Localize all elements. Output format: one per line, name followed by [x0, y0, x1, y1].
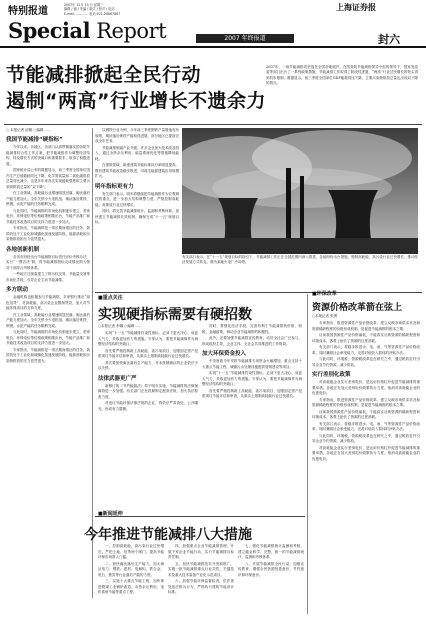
article2-kicker: ■重点关注 — [98, 295, 123, 301]
section-tag: 特别报道 — [8, 6, 48, 17]
article3-para: 对高耗能企业实行差别电价，是运用价格杠杆促进节能减排的重要举措。各地正在加大差别电价政策执行力度，取消对高耗能企业的优惠电价。 — [312, 380, 420, 395]
newspaper-logo: 上海证券报 — [336, 2, 376, 12]
article4-item: 八、开展节能减排全民行动，加强宣传教育，增强全民资源忧患意识、节约意识和环保意识。 — [238, 561, 304, 577]
article2-para: 实现“十一五”节能减排约束性指标，必须下更大决心、用更大气力，采取更加有力的措施。专家认为，要把节能减排作为调整经济结构的突破口。 — [98, 331, 198, 346]
article1-para: 同时，将完善节能减排统计、监测和考核体系，加快建立节能减排长效机制，确保完成“十一五”规划目标。 — [95, 209, 179, 224]
article3-para: 目前我国资源性产品价格偏低，不能真实反映资源的稀缺程度和环境成本，客观上助长了资源的过度消耗。 — [312, 409, 420, 419]
article2-para: 新修订的《节约能源法》将于明年实施，节能减排的法律保障将进一步加强。有关部门正在抓紧制定配套法规，加大执法检查力度。 — [98, 383, 198, 399]
article1-para: 国家统计局公布的数据显示，前三季度全国单位国内生产总值能耗同比下降，化学需氧量和二氧化硫排放总量同比减少。这是多年来首次实现能耗强度和主要污染物排放总量的“双下降”。 — [6, 168, 90, 189]
article2-para: 同时，要强化经济手段，完善有利于节能减排的价格、财税、金融政策，调动企业节能减排的积极性。 — [202, 324, 302, 334]
article1-para: 以钢铁行业为例，今年前三季度钢铁产量增速有所放缓，淘汰落后炼铁产能取得进展，部分地区已提前完成全年任务。 — [95, 128, 179, 143]
article3-para: 对高耗能企业实行差别电价，是运用价格杠杆促进节能减排的重要举措。各地正在加大差别电价政策执行力度，取消对高耗能企业的优惠电价。 — [312, 445, 420, 461]
article4-col2 — [168, 544, 234, 618]
cooling-tower-illustration — [182, 128, 418, 254]
article4-item: 四、加强重点企业节能减排管理，开展千家企业节能行动，实行节能减排目标责任制。 — [168, 544, 234, 559]
article1-subhead3: 多方联动 — [6, 287, 29, 293]
article4-item: 五、加快节能减排技术开发和推广，实施一批节能减排重点行业共性、关键技术及重大技术装备产业化示范项目。 — [168, 561, 234, 577]
report-word: Report — [90, 19, 167, 43]
article3-title: 资源价格改革箭在弦上 — [312, 303, 403, 313]
power-plant-photo — [182, 128, 418, 254]
article3-subhead: 实行差别化政策 — [312, 372, 351, 378]
article1-subhead2: 各地创新机制 — [6, 246, 40, 253]
article3-byline: ○本报记者 张勇 — [312, 314, 338, 318]
year-end-banner: 2007 年终报道 — [196, 34, 294, 43]
article4-kicker: ■新闻延伸 — [98, 511, 123, 517]
main-headline-line1: 节能减排掀起全民行动 — [6, 64, 202, 86]
article2-para: 对违反节能环保法律法规的企业，将依法严肃查处，公开曝光，形成有力震慑。 — [98, 401, 198, 411]
section-rule — [95, 516, 305, 517]
column-rule — [307, 294, 308, 614]
article1-para: 在建筑领域，新建建筑节能标准执行率明显提高，既有建筑节能改造稳步推进，可再生能源建筑应用规模扩大。 — [95, 163, 179, 178]
article3-para: 有关部门表示，将稳步推进水、电、油、气等资源性产品价格改革，同时兼顾社会承受能力，完善对低收入群体的补贴办法。 — [312, 421, 420, 431]
article3-para: 专家指出，推进资源性产品价格改革，建立反映市场供求状况和资源稀缺程度的价格形成机制，是促进节能减排的根本之策。 — [312, 321, 420, 331]
page-section: 封六 — [378, 33, 400, 46]
article2-title: 实现硬指标需要有硬招数 — [98, 307, 252, 323]
article1-para: 一些地方还探索建立了排污权交易、节能量交易等市场化手段，引导企业主动节能减排。 — [6, 272, 90, 282]
article1-para: 与此同时，节能减排的市场化机制逐步建立，差别电价、环保电价等价格政策相继出台，节能产品推广和节能技术改造项目的支持力度进一步加大。 — [6, 208, 90, 224]
article1-subhead4: 明年指标更有力 — [95, 183, 134, 190]
article1-col1 — [6, 128, 90, 598]
article4-item: 一、控制高耗能、高污染行业过快增长，严把土地、信贷两个闸门，提高节能环保市场准入门槛。 — [98, 544, 164, 559]
article3-para: 目前我国资源性产品价格偏低，不能真实反映资源的稀缺程度和环境成本，客观上助长了资源的过度消耗。 — [312, 333, 420, 343]
article2-para: 其次要加快淘汰落后生产能力，对未按期淘汰的企业依法予以关停。 — [98, 360, 198, 370]
article4-title: 今年推进节能减排八大措施 — [84, 527, 252, 543]
article3-kicker: ■环保改革 — [312, 291, 337, 297]
article3-body — [312, 314, 420, 612]
section-rule — [95, 292, 422, 293]
masthead-rule — [0, 46, 426, 48]
article1-para: 节能减排倒逼产业升级，许多企业加大技术改造投入，通过余热余压利用、能量系统优化等措施降低能耗。 — [95, 145, 179, 161]
article2-subhead2: 加大环保资金投入 — [202, 351, 247, 357]
article1-para: 今年以来，各地区、各部门认真贯彻落实国务院节能减排综合性工作方案，把节能减排作为调整经济结构、转变增长方式的突破口和重要抓手，取得了积极进展。 — [6, 145, 90, 166]
article3-para: 专家指出，推进资源性产品价格改革，建立反映市场供求状况和资源稀缺程度的价格形成机制，是促进节能减排的根本之策。 — [312, 397, 420, 407]
article4-col1 — [98, 544, 164, 618]
article3-para: 与此同时，环境税、资源税改革也在研究之中，通过税收杠杆引导企业节约资源、减少排放。 — [312, 357, 420, 367]
article3-para: 与此同时，环境税、资源税改革也在研究之中，通过税收杠杆引导企业节约资源、减少排放。 — [312, 433, 420, 443]
article1-byline: ○ 本报记者 邱敏 ○编辑 …… — [6, 128, 52, 132]
article2-para: 中央财政今年安排节能减排专项资金大幅增加，重点支持十大重点节能工程、城镇污水处理设施配套管网建设等项目。 — [202, 359, 302, 369]
masthead — [0, 0, 426, 44]
article1-para: 金融机构也积极参与节能减排，多家银行推出“绿色信贷”，对高耗能、高污染企业限制贷款，加大对节能环保项目的支持力度。 — [6, 295, 90, 310]
article3-para: 有关部门表示，将稳步推进水、电、油、气等资源性产品价格改革，同时兼顾社会承受能力，完善对低收入群体的补贴办法。 — [312, 345, 420, 355]
main-headline-line2: 遏制“两高”行业增长不遗余力 — [6, 90, 266, 112]
article1-para: 在工业领域，高耗能行业增速明显回落，淘汰落后产能力度加大。全年关停小火电机组、淘汰落后炼铁、炼钢、水泥产能的任务顺利完成。 — [6, 191, 90, 206]
article2-col1 — [98, 324, 198, 514]
article1-para: 有关部门表示，明年将继续把节能减排作为宏观调控的重点，进一步加大结构调整力度，严格控制高耗能、高排放行业过快增长。 — [95, 191, 179, 207]
article2-subhead: 法律武器更广严 — [98, 375, 137, 382]
article1-subhead1: 我国节能减排“硬指标” — [6, 137, 63, 143]
article1-para: 各省市纷纷出台节能减排目标责任评价考核办法，实行“一票否决”制，将节能减排指标完成情况纳入领导干部综合考核体系。 — [6, 254, 90, 270]
special-report-title — [8, 18, 166, 43]
issue-info — [64, 3, 214, 16]
article1-col2 — [95, 128, 179, 288]
article4-item: 六、加强节能环保监督检查，依法查处违法排污行为，严格执行建筑节能设计标准。 — [168, 579, 234, 594]
article4-col3 — [238, 544, 304, 618]
article2-para: 此外，还要加强节能减排宣传教育，动员全社会广泛参与，形成政府主导、企业主体、全社会共同推进的工作格局。 — [202, 336, 302, 346]
article2-byline: ○本报记者 李娜 ○编辑 …… — [98, 324, 143, 328]
article1-para: 在工业领域，高耗能行业增速明显回落，淘汰落后产能力度加大。全年关停小火电机组、淘汰落后炼铁、炼钢、水泥产能的任务顺利完成。 — [6, 312, 90, 328]
photo-caption: 有关部门表示，在“十一五”规划目标的指引下，节能减排工作正在全国范围内深入推进，各地纷纷出台措施，遏制高耗能、高污染行业过快增长，推动经济发展方式转变。图为某地火电厂冷却塔。 — [182, 255, 418, 265]
article2-para: 首先要严格控制新上高耗能、高污染项目，加强固定资产投资项目节能评估和审查，从源头上遏制高耗能行业过快增长。 — [202, 388, 302, 398]
contact-line: E-mail: ............ 电话:021-28867867 — [64, 11, 121, 16]
article1-para: 专家指出，节能减排是一项长期而艰巨的任务，我国仍处于工业化和城镇化加速发展阶段，能源消耗和污染物排放的压力依然很大。 — [6, 226, 90, 241]
article2-col2 — [202, 324, 302, 514]
editor-line: 编辑 / 谢 / 美编 / 版式 / 校对 / 电话 — [64, 7, 115, 12]
article2-para: 实现“十一五”节能减排约束性指标，必须下更大决心、用更大气力，采取更加有力的措施。专家认为，要把节能减排作为调整经济结构的突破口。 — [202, 371, 302, 386]
article1-para: 专家指出，节能减排是一项长期而艰巨的任务，我国仍处于工业化和城镇化加速发展阶段，能源消耗和污染物排放的压力依然很大。 — [6, 347, 90, 363]
special-word: Special — [8, 18, 91, 43]
headline-rule — [4, 124, 422, 125]
lead-paragraph: 2007年，一场节能减排攻坚战在全国各地展开。在国务院节能减排领导小组的领导下，国家发改委等部门出台了一系列政策措施，节能减排工作取得了阶段性进展，“两高”行业过快增长的势头得到初步遏制。数据显示，前三季度全国单位GDP能耗同比下降，主要污染物排放总量也出现双下降的拐点。 — [266, 65, 418, 85]
article1-para: 与此同时，节能减排的市场化机制逐步建立，差别电价、环保电价等价格政策相继出台，节能产品推广和节能技术改造项目的支持力度进一步加大。 — [6, 330, 90, 345]
article2-para: 首先要严格控制新上高耗能、高污染项目，加强固定资产投资项目节能评估和审查，从源头上遏制高耗能行业过快增长。 — [98, 348, 198, 358]
article4-item: 三、实施十大重点节能工程，加快推进燃煤工业锅炉改造、余热余压利用、电机系统节能等重点工程。 — [98, 579, 164, 594]
issue-date: 2007年 12月 13 日 星期三 — [64, 3, 104, 7]
article4-item: 二、加快淘汰落后生产能力，加大淘汰电力、钢铁、建材、电解铝、铁合金、电石、焦炭等行业落后产能的力度。 — [98, 561, 164, 577]
article4-item: 七、强化节能减排统计监测和考核，建立健全科学、完整、统一的节能减排统计、监测和考核体系。 — [238, 544, 304, 559]
